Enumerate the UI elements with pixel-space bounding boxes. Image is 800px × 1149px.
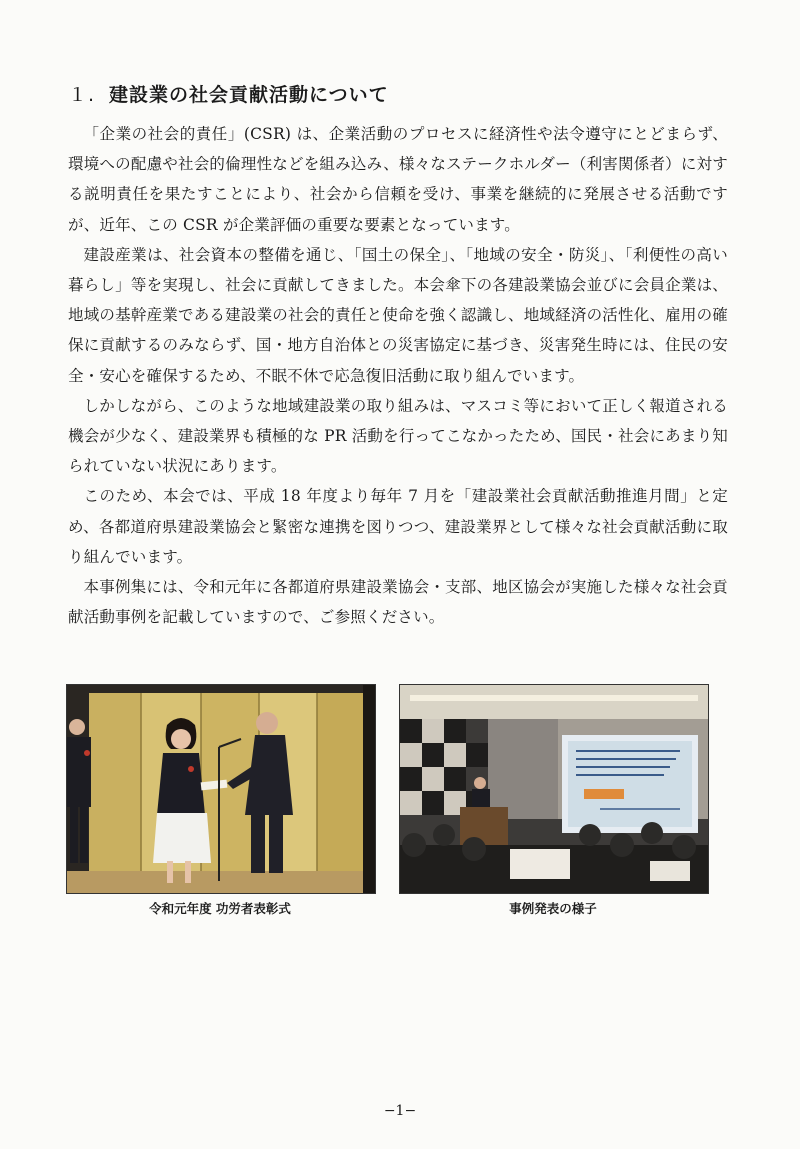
paragraph-case-collection: 本事例集には、令和元年に各都道府県建設業協会・支部、地区協会が実施した様々な社会貢献活動事例を記載していますので、ご参照ください。 <box>68 578 728 627</box>
section-number: １. <box>68 84 96 106</box>
award-ceremony-caption: 令和元年度 功労者表彰式 <box>149 901 291 916</box>
paragraph-csr: 「企業の社会的責任」(CSR) は、企業活動のプロセスに経済性や法令遵守にとどまらず、環境への配慮や社会的倫理性などを組み込み、様々なステークホルダー（利害関係者）に対する説明責任を果たすことにより、社会から信頼を受け、事業を継続的に発展させる活動ですが、近年、この CSR が企業評価の重要な要素となっています。 <box>68 125 728 234</box>
case-presentation-photo <box>399 684 709 894</box>
page-number: −1− <box>383 1103 417 1119</box>
paragraph-construction-industry: 建設産業は、社会資本の整備を通じ、「国土の保全」、「地域の安全・防災」、「利便性の高い暮らし」等を実現し、社会に貢献してきました。本会傘下の各建設業協会並びに会員企業は、地域の基幹産業である建設業の社会的責任と使命を強く認識し、地域経済の活性化、雇用の確保に貢献するのみならず、国・地方自治体との災害協定に基づき、災害発生時には、住民の安全・安心を確保するため、不眠不休で応急復旧活動に取り組んでいます。 <box>68 245 728 385</box>
section-title: 建設業の社会貢献活動について <box>109 84 389 106</box>
paragraph-awareness: しかしながら、このような地域建設業の取り組みは、マスコミ等において正しく報道される機会が少なく、建設業界も積極的な PR 活動を行ってこなかったため、国民・社会にあまり知られていない状況にあります。 <box>68 396 728 476</box>
case-presentation-caption: 事例発表の様子 <box>509 901 597 916</box>
paragraph-promotion-month: このため、本会では、平成 18 年度より毎年 7 月を「建設業社会貢献活動推進月間」と定め、各都道府県建設業協会と緊密な連携を図りつつ、建設業界として様々な社会貢献活動に取り組んでいます。 <box>68 487 728 566</box>
section-heading <box>68 80 389 107</box>
body-text <box>68 119 728 632</box>
award-ceremony-photo <box>66 684 376 894</box>
